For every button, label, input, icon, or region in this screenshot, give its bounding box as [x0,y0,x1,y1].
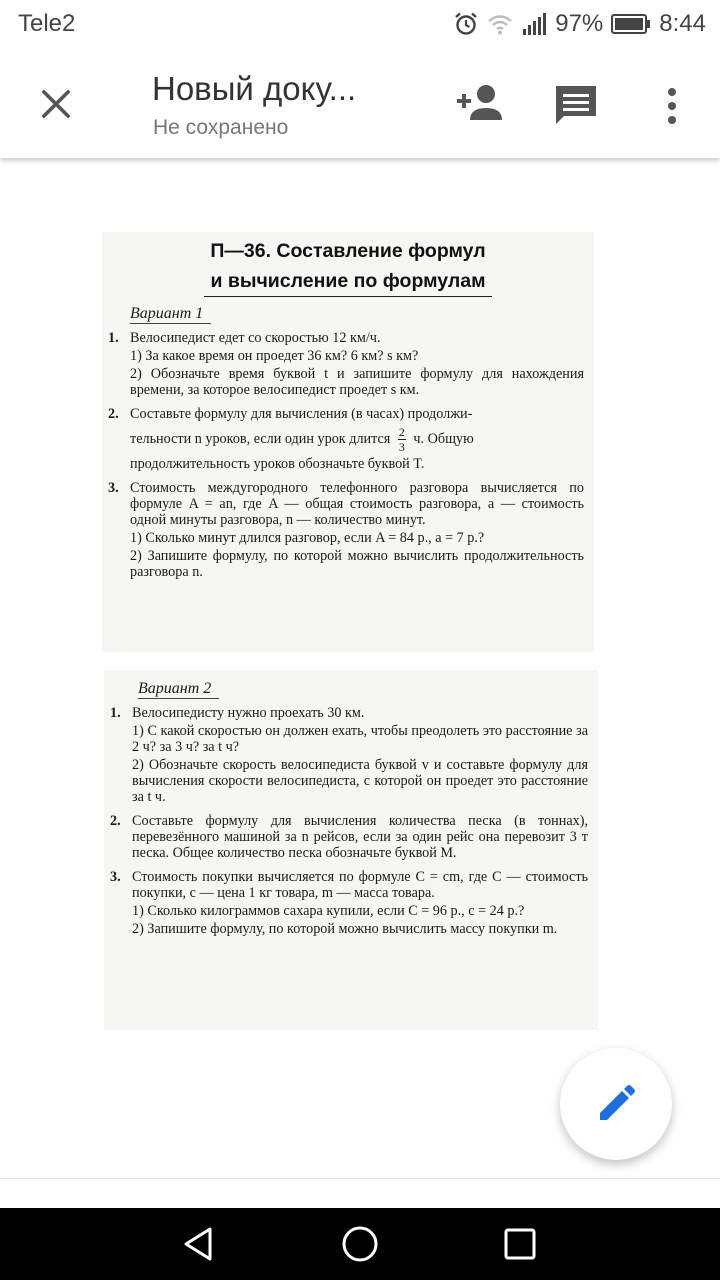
add-person-icon [452,80,508,128]
document-area[interactable] [0,158,720,1178]
task-2 [104,813,598,861]
bottom-divider [0,1178,720,1208]
task-text: продолжительность уроков обозначьте буквой T. [130,456,425,473]
scan-image-variant-2 [104,670,598,1030]
close-button[interactable] [30,78,82,130]
app-bar [0,48,720,158]
carrier-name: Tele2 [18,10,76,37]
task-text: ч. Общую [413,431,474,447]
signal-icon [521,12,547,36]
status-icons [453,8,706,40]
task-text: тельности n уроков, если один урок длится [130,431,391,447]
task-number: 3. [108,480,119,497]
task-number: 1. [110,705,121,721]
pencil-icon [596,1084,636,1124]
more-vert-icon [668,88,676,96]
task-2 [102,406,594,472]
more-options-button[interactable] [656,80,688,132]
back-triangle-icon [180,1226,220,1262]
task-number: 1. [108,330,119,346]
variant-1-label: Вариант 1 [130,305,211,324]
task-question: 2) Запишите формулу, по которой можно вычислить продолжительность разговора n. [130,548,584,581]
task-number: 3. [110,869,121,885]
fraction [398,425,406,454]
task-question: 1) С какой скоростью он должен ехать, чтобы преодолеть это расстояние за 2 ч? за 3 ч? за t ч? [132,723,588,755]
worksheet-heading [102,232,594,297]
clock: 8:44 [659,10,706,37]
save-status: Не сохранено [153,116,289,139]
scan-image-variant-1 [102,232,594,652]
nav-recents-button[interactable] [502,1226,538,1262]
task-3 [104,869,598,937]
task-number: 2. [110,813,121,829]
document-title: Новый доку... [152,70,357,107]
battery-percent: 97% [555,10,604,37]
task-question: 2) Запишите формулу, по которой можно вычислить массу покупки m. [132,921,558,937]
edit-fab[interactable] [560,1048,672,1160]
task-question: 2) Обозначьте скорость велосипедиста буквой v и составьте формулу для вычисления скорости велосипедиста, с которой он проедет это расстояние за t ч. [132,757,588,805]
system-nav-bar [0,1208,720,1280]
task-text: Составьте формулу для вычисления (в часах) продолжи- [130,406,473,422]
wifi-icon [487,12,513,36]
alarm-icon [453,11,479,37]
task-text: Стоимость междугородного телефонного разговора вычисляется по формуле A = an, где A — общая стоимость разговора, a — стоимость одной минуты разговора, n — количество минут. [130,480,584,529]
task-1 [104,705,598,805]
comments-button[interactable] [552,82,600,130]
close-icon [40,88,72,120]
heading-line-2: и вычисление по формулам [204,266,491,297]
nav-back-button[interactable] [180,1226,220,1262]
heading-line-1: П—36. Составление формул [210,240,486,262]
task-text: Велосипедисту нужно проехать 30 км. [132,705,365,721]
fraction-denominator: 3 [398,440,405,455]
task-question: 1) Сколько килограммов сахара купили, если C = 96 р., c = 24 р.? [132,903,525,919]
status-bar [0,0,720,48]
task-text-fraction-line [130,424,584,454]
fraction-numerator: 2 [398,425,405,440]
variant-2-label: Вариант 2 [138,680,219,699]
battery-icon [611,14,651,34]
task-3 [102,480,594,580]
task-question: 1) Сколько минут длился разговор, если A = 84 р., a = 7 р.? [130,530,485,547]
share-button[interactable] [452,80,508,128]
comment-icon [552,82,600,130]
task-text: Стоимость покупки вычисляется по формуле C = cm, где C — стоимость покупки, c — цена 1 кг товара, m — масса товара. [132,869,588,901]
task-1 [102,330,594,398]
home-circle-icon [340,1224,380,1264]
nav-home-button[interactable] [340,1224,380,1264]
task-number: 2. [108,406,119,422]
task-question: 1) За какое время он проедет 36 км? 6 км? s км? [130,348,419,364]
task-text: Составьте формулу для вычисления количества песка (в тоннах), перевезённого машиной за n рейсов, если за один рейс она перевозит 3 т песка. Общее количество песка обозначьте буквой M. [132,813,588,861]
recents-square-icon [502,1226,538,1262]
task-text: Велосипедист едет со скоростью 12 км/ч. [130,330,381,346]
task-question: 2) Обозначьте время буквой t и запишите формулу для нахождения времени, за которое велосипедист проедет s км. [130,366,584,398]
